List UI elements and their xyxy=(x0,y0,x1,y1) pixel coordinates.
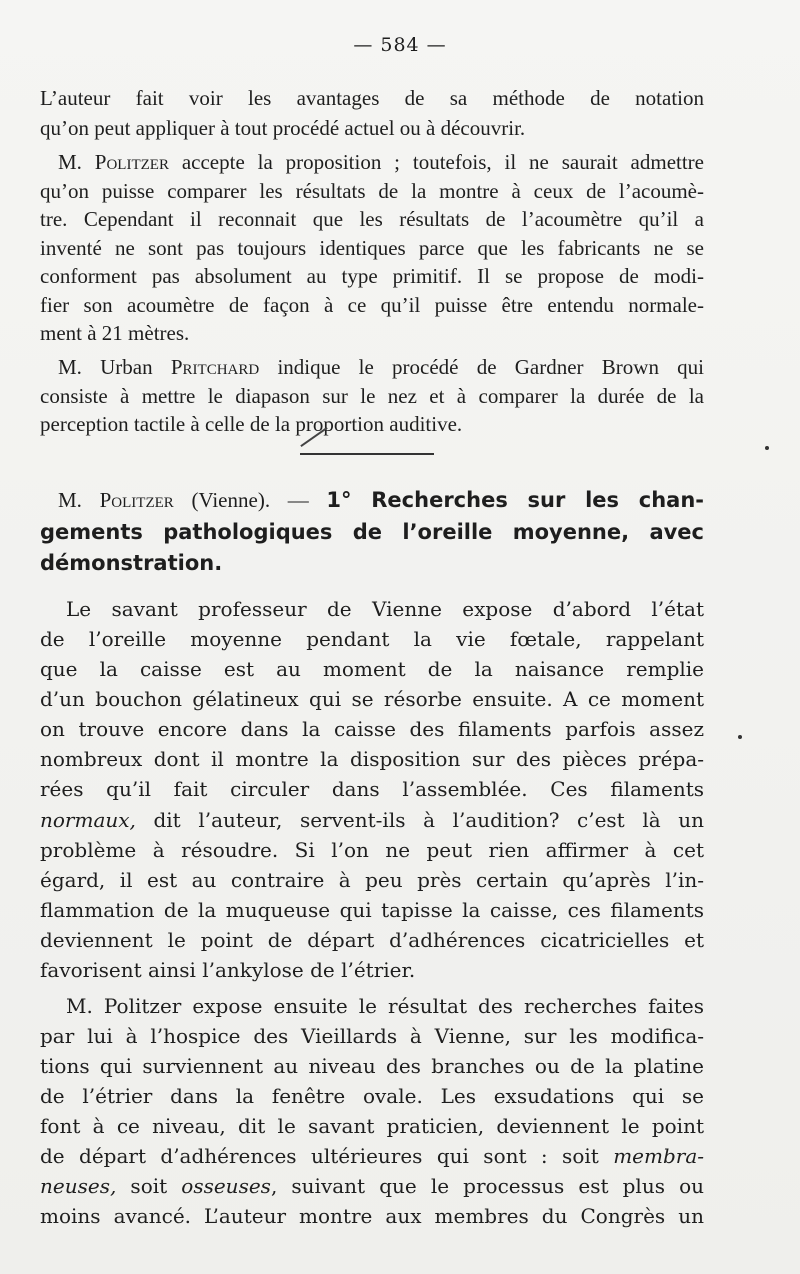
heading-city: (Vienne). — xyxy=(173,488,327,512)
p4-line-7: rées qu’il fait circuler dans l’assemblée. Ces filaments xyxy=(40,777,704,801)
p2-line-5: conforment pas absolument au type primitif. Il se propose de modi- xyxy=(40,264,704,288)
p4-italic-normaux: normaux, xyxy=(40,808,136,832)
p2-line-3: tre. Cependant il reconnait que les résultats de l’acoumètre qu’il a xyxy=(40,207,704,231)
p3-line-1 xyxy=(58,355,704,380)
p2-line-7: ment à 21 mètres. xyxy=(40,321,190,345)
p5-line-6: de départ d’adhérences ultérieures qui sont : soit membra- xyxy=(40,1144,704,1168)
p4-line-2: de l’oreille moyenne pendant la vie fœtale, rappelant xyxy=(40,627,704,651)
p4-line-8: normaux, dit l’auteur, servent-ils à l’audition? c’est là un xyxy=(40,808,704,832)
p2-line-6: fier son acoumètre de façon à ce qu’il puisse être entendu normale- xyxy=(40,293,704,317)
p4-line-4: d’un bouchon gélatineux qui se résorbe ensuite. A ce moment xyxy=(40,687,704,711)
heading-lead: M. xyxy=(58,488,100,512)
heading-title-part-1: 1° Recherches sur les chan- xyxy=(326,488,704,512)
p2-line-2: qu’on puisse comparer les résultats de la montre à ceux de l’acoumè- xyxy=(40,179,704,203)
p5-italic-osseuses: osseuses xyxy=(181,1174,271,1198)
p5-italic-membra: membra- xyxy=(613,1144,704,1168)
p4-line-1: Le savant professeur de Vienne expose d’abord l’état xyxy=(66,597,704,621)
section-heading-line-1 xyxy=(58,488,704,513)
p4-line-9: problème à résoudre. Si l’on ne peut rien affirmer à cet xyxy=(40,838,704,862)
scan-speck xyxy=(765,446,769,450)
p5-line-3: tions qui surviennent au niveau des branches ou de la platine xyxy=(40,1054,704,1078)
p4-line-6: nombreux dont il montre la disposition sur des pièces prépa- xyxy=(40,747,704,771)
p5-line-5: font à ce niveau, dit le savant praticien, deviennent le point xyxy=(40,1114,704,1138)
p2-author-name: Politzer xyxy=(94,150,169,174)
p2-line-4: inventé ne sont pas toujours identiques parce que les fabricants ne se xyxy=(40,236,704,260)
p5-line-1: M. Politzer expose ensuite le résultat des recherches faites xyxy=(66,994,704,1018)
p2-line-1 xyxy=(58,150,704,175)
p4-line-3: que la caisse est au moment de la naisance remplie xyxy=(40,657,704,681)
p4-line-11: flammation de la muqueuse qui tapisse la caisse, ces filaments xyxy=(40,898,704,922)
p3-line-3: perception tactile à celle de la proportion auditive. xyxy=(40,412,463,436)
p1-line-2: qu’on peut appliquer à tout procédé actuel ou à découvrir. xyxy=(40,116,526,140)
p4-line-5: on trouve encore dans la caisse des filaments parfois assez xyxy=(40,717,704,741)
section-heading-line-3: démonstration. xyxy=(40,551,223,575)
p5-line-7: neuses, soit osseuses, suivant que le processus est plus ou xyxy=(40,1174,704,1198)
p5-italic-neuses: neuses, xyxy=(40,1174,117,1198)
p4-line-13: favorisent ainsi l’ankylose de l’étrier. xyxy=(40,958,416,982)
page-number: — 584 — xyxy=(353,34,447,56)
p5-line-8: moins avancé. L’auteur montre aux membres du Congrès un xyxy=(40,1204,704,1228)
p3-lead: M. Urban xyxy=(58,355,171,379)
section-separator xyxy=(300,453,434,455)
p5-line-2: par lui à l’hospice des Vieillards à Vienne, sur les modifica- xyxy=(40,1024,704,1048)
p3-author-name: Pritchard xyxy=(170,355,260,379)
p1-line-1: L’auteur fait voir les avantages de sa méthode de notation xyxy=(40,86,704,110)
p3-line-1-rest: indique le procédé de Gardner Brown qui xyxy=(259,355,705,379)
p4-line-12: deviennent le point de départ d’adhérences cicatricielles et xyxy=(40,928,704,952)
p2-lead: M. xyxy=(58,150,95,174)
p5-line-4: de l’étrier dans la fenêtre ovale. Les exsudations qui se xyxy=(40,1084,704,1108)
p3-line-2: consiste à mettre le diapason sur le nez et à comparer la durée de la xyxy=(40,384,704,408)
scan-speck xyxy=(738,735,742,739)
section-heading-line-2: gements pathologiques de l’oreille moyenne, avec xyxy=(40,520,704,544)
heading-author-name: Politzer xyxy=(99,488,174,512)
p4-line-10: égard, il est au contraire à peu près certain qu’après l’in- xyxy=(40,868,704,892)
p2-line-1-rest: accepte la proposition ; toutefois, il ne saurait admettre xyxy=(168,150,704,174)
